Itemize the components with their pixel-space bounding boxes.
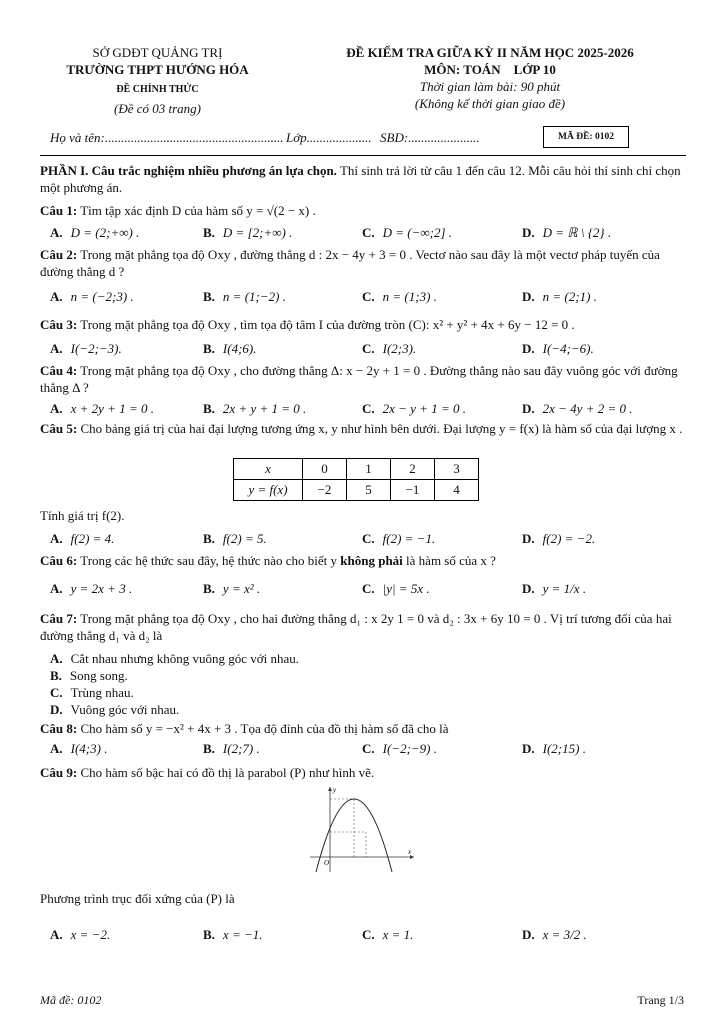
q8-option-c[interactable]: C. I(−2;−9) .: [362, 741, 438, 756]
question-9: [40, 764, 686, 781]
q9-option-b[interactable]: B. x = −1.: [203, 927, 263, 942]
q5-option-a[interactable]: A. f(2) = 4.: [50, 531, 115, 546]
exam-code-box: MÃ ĐỀ: 0102: [543, 126, 629, 148]
q6-option-b[interactable]: B. y = x² .: [203, 581, 261, 596]
page-count-note: (Đề có 03 trang): [113, 101, 201, 116]
q8-option-b[interactable]: B. I(2;7) .: [203, 741, 260, 756]
question-label: Câu 5:: [40, 421, 78, 436]
question-text: Trong mặt phẳng tọa độ Oxy , cho đường thẳng Δ: x − 2y + 1 = 0 . Đường thẳng nào sau đây vuông góc với đường thẳng Δ ?: [40, 363, 678, 395]
q4-option-c[interactable]: C. 2x − y + 1 = 0 .: [362, 401, 466, 416]
q1-option-d[interactable]: D. D = ℝ \ {2} .: [522, 225, 612, 240]
table-header-x: x: [234, 459, 303, 480]
q3-option-b[interactable]: B. I(4;6).: [203, 341, 257, 356]
question-text: Cho bảng giá trị của hai đại lượng tương ứng x, y như hình bên dưới. Đại lượng y = f(x) là hàm số của đại lượng x .: [80, 421, 683, 436]
question-text: Cho hàm số y = −x² + 4x + 3 . Tọa độ đỉnh của đồ thị hàm số đã cho là: [80, 721, 449, 736]
question-6: Câu 6: Trong các hệ thức sau đây, hệ thức nào cho biết y không phải là hàm số của x ?: [40, 553, 496, 568]
q4-option-a[interactable]: A. x + 2y + 1 = 0 .: [50, 401, 154, 416]
q5-option-b[interactable]: B. f(2) = 5.: [203, 531, 267, 546]
question-label: Câu 1:: [40, 203, 78, 218]
question-text: Trong các hệ thức sau đây, hệ thức nào cho biết y: [80, 553, 341, 568]
part1-title: PHẦN I. Câu trắc nghiệm nhiều phương án lựa chọn.: [40, 163, 337, 178]
question-label: Câu 2:: [40, 247, 78, 262]
value-table: [233, 458, 479, 501]
question-label: Câu 9:: [40, 765, 78, 780]
sbd-field: SBD:......................: [380, 130, 480, 145]
table-row: [234, 459, 479, 480]
table-row: [234, 480, 479, 501]
table-cell: −1: [391, 480, 435, 501]
q5-option-c[interactable]: C. f(2) = −1.: [362, 531, 436, 546]
table-header-y: y = f(x): [234, 480, 303, 501]
question-4: [40, 362, 686, 396]
q7-option-c[interactable]: C. Trùng nhau.: [50, 685, 134, 700]
question-text: Trong mặt phẳng tọa độ Oxy , cho hai đường thẳng d₁ : x 2y 1 = 0 và d₂ : 3x + 6y 10 = 0 . Vị trí tương đối của hai đường thẳng d₁ và d₂ là: [40, 611, 672, 643]
time-note: (Không kể thời gian giao đề): [414, 96, 566, 111]
q4-option-b[interactable]: B. 2x + y + 1 = 0 .: [203, 401, 307, 416]
official-label: ĐỀ CHÍNH THỨC: [116, 84, 199, 95]
q5-option-d[interactable]: D. f(2) = −2.: [522, 531, 596, 546]
school-header: [40, 44, 275, 117]
q3-option-d[interactable]: D. I(−4;−6).: [522, 341, 594, 356]
exam-header: [285, 44, 695, 112]
question-1: [40, 202, 686, 219]
part1-desc: Thí sinh trả lời từ câu 1 đến câu 12. Mỗi câu hỏi thí sinh chỉ chọn một phương án.: [40, 163, 681, 195]
q2-option-b[interactable]: B. n = (1;−2) .: [203, 289, 286, 304]
q4-option-d[interactable]: D. 2x − 4y + 2 = 0 .: [522, 401, 633, 416]
question-2: [40, 246, 686, 280]
q6-option-c[interactable]: C. |y| = 5x .: [362, 581, 430, 596]
question-emphasis: không phải: [340, 553, 403, 568]
q7-option-b[interactable]: B. Song song.: [50, 668, 128, 683]
parabol-graph: [308, 784, 418, 874]
q1-option-c[interactable]: C. D = (−∞;2] .: [362, 225, 453, 240]
page-number: Trang 1/3: [637, 993, 684, 1007]
exam-title: ĐỀ KIỂM TRA GIỮA KỲ II NĂM HỌC 2025-2026: [346, 45, 634, 60]
q9-ask: Phương trình trục đối xứng của (P) là: [40, 891, 235, 906]
class-field: Lớp....................: [286, 130, 372, 145]
footer-exam-code: Mã đề: 0102: [40, 993, 102, 1007]
q2-option-d[interactable]: D. n = (2;1) .: [522, 289, 597, 304]
header-divider: [40, 155, 686, 156]
q9-option-d[interactable]: D. x = 3/2 .: [522, 927, 587, 942]
question-7: [40, 610, 686, 644]
student-name-field: Họ và tên:.......................................................: [50, 130, 284, 145]
q9-option-c[interactable]: C. x = 1.: [362, 927, 414, 942]
q6-option-d[interactable]: D. y = 1/x .: [522, 581, 587, 596]
question-text: Trong mặt phẳng tọa độ Oxy , đường thẳng d : 2x − 4y + 3 = 0 . Vectơ nào sau đây là một vectơ pháp tuyến của đường thẳng d ?: [40, 247, 660, 279]
table-cell: 2: [391, 459, 435, 480]
question-5: [40, 420, 686, 437]
subject-line: MÔN: TOÁN LỚP 10: [424, 62, 556, 77]
q8-option-a[interactable]: A. I(4;3) .: [50, 741, 108, 756]
q1-option-a[interactable]: A. D = (2;+∞) .: [50, 225, 140, 240]
y-axis-arrow: [328, 787, 332, 791]
question-label: Câu 4:: [40, 363, 78, 378]
q3-option-a[interactable]: A. I(−2;−3).: [50, 341, 122, 356]
q8-option-d[interactable]: D. I(2;15) .: [522, 741, 586, 756]
part1-intro: [40, 162, 686, 196]
question-text: Cho hàm số bậc hai có đồ thị là parabol (P) như hình vẽ.: [80, 765, 375, 780]
origin-label: O: [324, 859, 330, 867]
question-label: Câu 6:: [40, 553, 78, 568]
q2-option-a[interactable]: A. n = (−2;3) .: [50, 289, 134, 304]
question-label: Câu 7:: [40, 611, 78, 626]
table-cell: 5: [347, 480, 391, 501]
question-label: Câu 3:: [40, 317, 78, 332]
department-name: SỞ GDĐT QUẢNG TRỊ: [92, 45, 223, 60]
q6-option-a[interactable]: A. y = 2x + 3 .: [50, 581, 133, 596]
table-cell: 3: [435, 459, 479, 480]
y-axis-label: y: [333, 786, 337, 794]
q3-option-c[interactable]: C. I(2;3).: [362, 341, 417, 356]
question-text: Tìm tập xác định D của hàm số y = √(2 − x) .: [80, 203, 316, 218]
question-8: [40, 720, 686, 737]
table-cell: 4: [435, 480, 479, 501]
question-label: Câu 8:: [40, 721, 78, 736]
q7-option-a[interactable]: A. Cắt nhau nhưng không vuông góc với nhau.: [50, 651, 300, 666]
x-axis-label: x: [408, 848, 412, 856]
q7-option-d[interactable]: D. Vuông góc với nhau.: [50, 702, 180, 717]
question-text: Trong mặt phẳng tọa độ Oxy , tìm tọa độ tâm I của đường tròn (C): x² + y² + 4x + 6y − 12 = 0 .: [80, 317, 575, 332]
q2-option-c[interactable]: C. n = (1;3) .: [362, 289, 437, 304]
school-name: TRƯỜNG THPT HƯỚNG HÓA: [66, 62, 249, 77]
q1-option-b[interactable]: B. D = [2;+∞) .: [203, 225, 293, 240]
question-3: [40, 316, 686, 333]
table-cell: 0: [303, 459, 347, 480]
q9-option-a[interactable]: A. x = −2.: [50, 927, 111, 942]
table-cell: −2: [303, 480, 347, 501]
table-cell: 1: [347, 459, 391, 480]
time-limit: Thời gian làm bài: 90 phút: [419, 79, 561, 94]
q5-ask: Tính giá trị f(2).: [40, 508, 125, 523]
